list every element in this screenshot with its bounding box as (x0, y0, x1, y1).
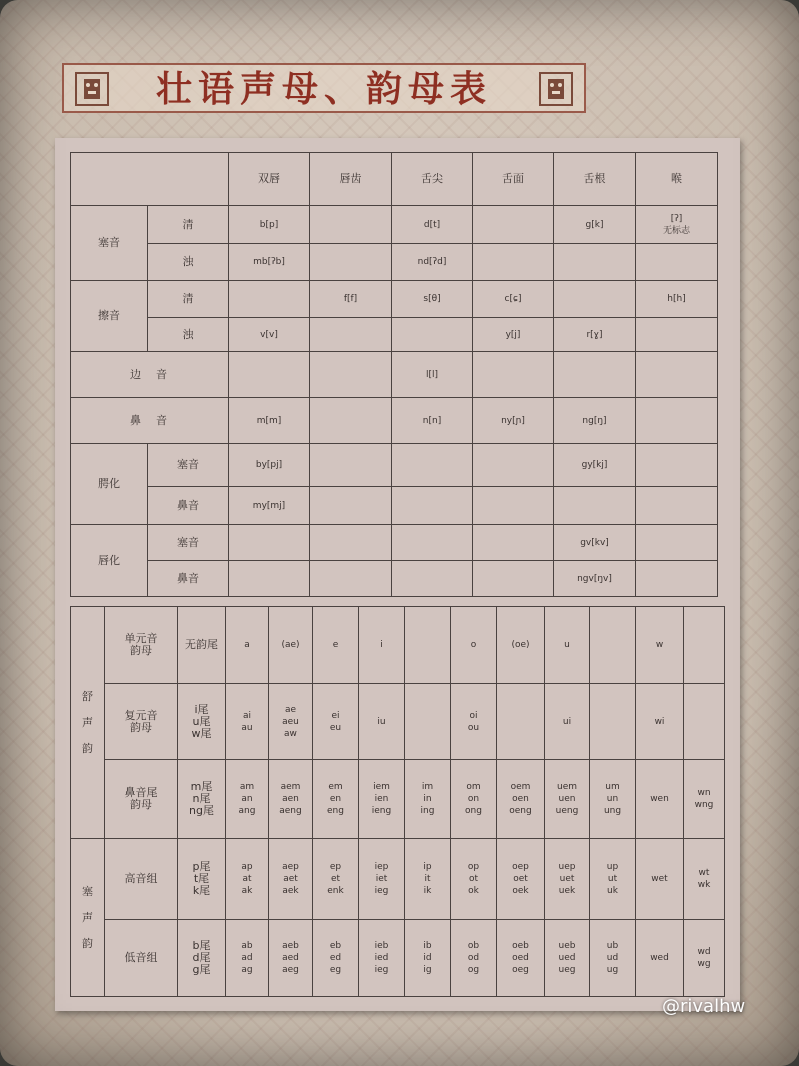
row-group-label: 擦音 (71, 281, 148, 352)
table-cell (554, 352, 636, 398)
table-cell: uep uet uek (545, 839, 590, 920)
table-row (71, 561, 718, 597)
table-cell: ui (545, 684, 590, 760)
table-cell: ob od og (451, 920, 497, 997)
table-cell: ip it ik (405, 839, 451, 920)
table-cell: ei eu (313, 684, 359, 760)
row-label: 边 音 (71, 352, 229, 398)
col-header: 舌尖 (392, 153, 473, 206)
table-cell: em en eng (313, 760, 359, 839)
table-cell (473, 561, 554, 597)
ending-label: i尾 u尾 w尾 (178, 684, 226, 760)
corner-cell (71, 153, 229, 206)
table-cell: ap at ak (226, 839, 269, 920)
table-cell (229, 352, 310, 398)
row-group-label: 腭化 (71, 444, 148, 525)
row-sub-label: 鼻音 (148, 487, 229, 525)
row-sub-label: 浊 (148, 318, 229, 352)
table-cell: wen (636, 760, 684, 839)
table-cell: im in ing (405, 760, 451, 839)
initials-header-row (71, 153, 718, 206)
table-cell (636, 318, 718, 352)
table-cell (229, 281, 310, 318)
table-cell (473, 206, 554, 244)
table-row (71, 318, 718, 352)
table-cell (636, 561, 718, 597)
table-cell: nd[ʔd] (392, 244, 473, 281)
table-cell (636, 352, 718, 398)
table-cell: my[mj] (229, 487, 310, 525)
table-cell: by[pj] (229, 444, 310, 487)
table-cell: op ot ok (451, 839, 497, 920)
page-title: 壮语声母、韵母表 (155, 68, 492, 110)
table-cell: r[ɣ] (554, 318, 636, 352)
table-row (71, 444, 718, 487)
table-cell: c[ɕ] (473, 281, 554, 318)
table-cell: um un ung (590, 760, 636, 839)
table-row (71, 487, 718, 525)
group-label: 塞 声 韵 (71, 839, 105, 997)
row-label: 鼻 音 (71, 398, 229, 444)
table-cell (590, 607, 636, 684)
table-cell: om on ong (451, 760, 497, 839)
row-group-label: 塞音 (71, 206, 148, 281)
table-cell: e (313, 607, 359, 684)
table-row (71, 206, 718, 244)
table-row (71, 525, 718, 561)
ending-label: b尾 d尾 g尾 (178, 920, 226, 997)
table-cell (229, 561, 310, 597)
table-row (71, 760, 725, 839)
table-cell: aeb aed aeg (269, 920, 313, 997)
table-cell (392, 561, 473, 597)
table-cell (554, 281, 636, 318)
row-sub-label: 清 (148, 281, 229, 318)
table-cell: eb ed eg (313, 920, 359, 997)
table-cell: gv[kv] (554, 525, 636, 561)
table-cell (636, 487, 718, 525)
col-header: 唇齿 (310, 153, 392, 206)
table-cell: ueb ued ueg (545, 920, 590, 997)
col-header: 舌面 (473, 153, 554, 206)
ending-label: p尾 t尾 k尾 (178, 839, 226, 920)
table-cell (310, 244, 392, 281)
table-cell (473, 244, 554, 281)
table-cell: b[p] (229, 206, 310, 244)
table-cell: y[j] (473, 318, 554, 352)
table-cell: wi (636, 684, 684, 760)
table-cell: (ae) (269, 607, 313, 684)
watermark-text: @rivalhw (662, 996, 746, 1017)
table-cell: f[f] (310, 281, 392, 318)
table-cell: wet (636, 839, 684, 920)
table-cell: ae aeu aw (269, 684, 313, 760)
table-cell: i (359, 607, 405, 684)
col-header: 舌根 (554, 153, 636, 206)
table-cell: ib id ig (405, 920, 451, 997)
table-cell: mb[ʔb] (229, 244, 310, 281)
table-row (71, 839, 725, 920)
chart-panel (55, 138, 740, 1011)
table-cell: ai au (226, 684, 269, 760)
category-label: 复元音 韵母 (105, 684, 178, 760)
table-cell: am an ang (226, 760, 269, 839)
table-cell (473, 444, 554, 487)
table-cell: o (451, 607, 497, 684)
category-label: 鼻音尾 韵母 (105, 760, 178, 839)
table-cell: ep et enk (313, 839, 359, 920)
table-cell (310, 398, 392, 444)
table-cell: oep oet oek (497, 839, 545, 920)
table-cell (473, 525, 554, 561)
table-cell (392, 318, 473, 352)
table-cell (392, 444, 473, 487)
table-cell (392, 525, 473, 561)
table-cell: wt wk (684, 839, 725, 920)
table-cell (310, 561, 392, 597)
table-cell: oeb oed oeg (497, 920, 545, 997)
table-cell: ub ud ug (590, 920, 636, 997)
table-cell: s[θ] (392, 281, 473, 318)
table-cell (554, 487, 636, 525)
table-cell (684, 684, 725, 760)
table-cell (636, 444, 718, 487)
table-cell: a (226, 607, 269, 684)
title-banner (62, 63, 586, 113)
table-cell (554, 244, 636, 281)
table-cell (636, 525, 718, 561)
table-cell (310, 318, 392, 352)
table-row (71, 244, 718, 281)
category-label: 单元音 韵母 (105, 607, 178, 684)
table-cell (473, 487, 554, 525)
table-cell (684, 607, 725, 684)
row-group-label: 唇化 (71, 525, 148, 597)
table-cell: g[k] (554, 206, 636, 244)
table-cell: iem ien ieng (359, 760, 405, 839)
table-cell (590, 684, 636, 760)
row-sub-label: 塞音 (148, 525, 229, 561)
table-cell: iep iet ieg (359, 839, 405, 920)
table-cell: ieb ied ieg (359, 920, 405, 997)
table-cell: m[m] (229, 398, 310, 444)
table-row (71, 352, 718, 398)
table-cell: u (545, 607, 590, 684)
ornament-icon (538, 71, 574, 107)
col-header: 喉 (636, 153, 718, 206)
table-cell (310, 206, 392, 244)
table-cell (405, 607, 451, 684)
category-label: 低音组 (105, 920, 178, 997)
table-cell: n[n] (392, 398, 473, 444)
table-cell: w (636, 607, 684, 684)
table-cell: l[l] (392, 352, 473, 398)
row-sub-label: 清 (148, 206, 229, 244)
finals-table (70, 606, 725, 997)
table-cell (497, 684, 545, 760)
group-label: 舒 声 韵 (71, 607, 105, 839)
table-cell: iu (359, 684, 405, 760)
table-row (71, 398, 718, 444)
table-cell: aep aet aek (269, 839, 313, 920)
table-cell: oem oen oeng (497, 760, 545, 839)
table-cell: h[h] (636, 281, 718, 318)
table-cell: aem aen aeng (269, 760, 313, 839)
table-cell: ngv[ŋv] (554, 561, 636, 597)
table-cell: wd wg (684, 920, 725, 997)
initials-table (70, 152, 718, 597)
table-cell: wn wng (684, 760, 725, 839)
table-row (71, 281, 718, 318)
table-cell (636, 244, 718, 281)
table-cell: ng[ŋ] (554, 398, 636, 444)
table-cell: ab ad ag (226, 920, 269, 997)
ornament-icon (74, 71, 110, 107)
ending-label: m尾 n尾 ng尾 (178, 760, 226, 839)
table-cell (310, 525, 392, 561)
table-cell: wed (636, 920, 684, 997)
table-cell (310, 487, 392, 525)
col-header: 双唇 (229, 153, 310, 206)
row-sub-label: 鼻音 (148, 561, 229, 597)
table-cell (636, 398, 718, 444)
table-cell: v[v] (229, 318, 310, 352)
category-label: 高音组 (105, 839, 178, 920)
table-row (71, 684, 725, 760)
row-sub-label: 浊 (148, 244, 229, 281)
table-cell (310, 352, 392, 398)
table-cell (310, 444, 392, 487)
table-row (71, 607, 725, 684)
table-cell (405, 684, 451, 760)
ending-label: 无韵尾 (178, 607, 226, 684)
table-cell: gy[kj] (554, 444, 636, 487)
table-cell (392, 487, 473, 525)
table-cell (473, 352, 554, 398)
table-cell: [ʔ] 无标志 (636, 206, 718, 244)
table-cell: up ut uk (590, 839, 636, 920)
table-row (71, 920, 725, 997)
table-cell: d[t] (392, 206, 473, 244)
table-cell: oi ou (451, 684, 497, 760)
table-cell: (oe) (497, 607, 545, 684)
table-cell: uem uen ueng (545, 760, 590, 839)
row-sub-label: 塞音 (148, 444, 229, 487)
table-cell: ny[ɲ] (473, 398, 554, 444)
table-cell (229, 525, 310, 561)
